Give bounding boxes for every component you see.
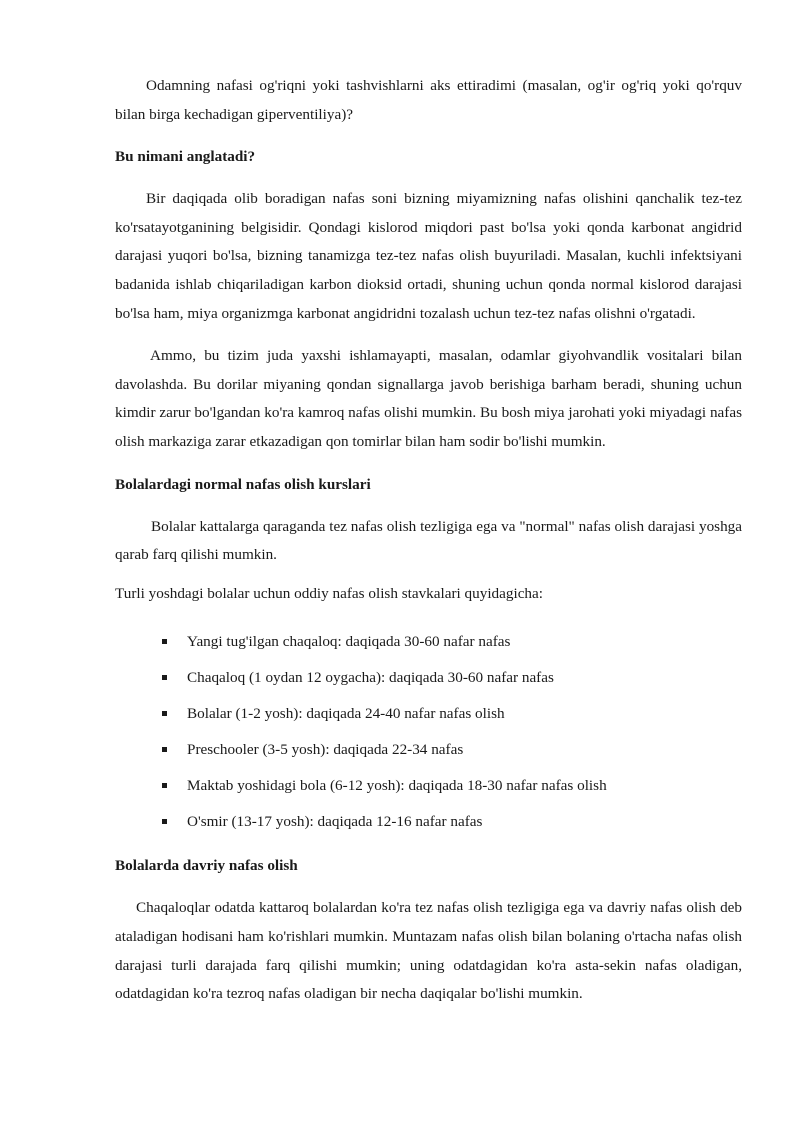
list-item — [115, 660, 742, 696]
breathing-rates-list — [115, 624, 742, 840]
square-bullet-icon — [162, 747, 167, 752]
square-bullet-icon — [162, 711, 167, 716]
list-item-text: Chaqaloq (1 oydan 12 oygacha): daqiqada 30-60 nafar nafas — [187, 669, 554, 687]
square-bullet-icon — [162, 675, 167, 680]
list-item-text: Yangi tug'ilgan chaqaloq: daqiqada 30-60 nafar nafas — [187, 633, 511, 651]
square-bullet-icon — [162, 783, 167, 788]
list-item — [115, 624, 742, 660]
periodic-paragraph: Chaqaloqlar odatda kattaroq bolalardan ko'ra tez nafas olish tezligiga ega va davriy nafas olish deb ataladigan hodisani ham ko'rishlari mumkin. Muntazam nafas olish bilan bolaning o'rtacha nafas olish darajasi turli darajada farq qilishi mumkin; uning odatdagidan ko'ra asta-sekin nafas oladigan, odatdagidan ko'ra tezroq nafas oladigan bir necha daqiqalar bo'lishi mumkin. — [115, 899, 742, 1003]
list-item-text: Preschooler (3-5 yosh): daqiqada 22-34 nafas — [187, 741, 464, 759]
list-item — [115, 804, 742, 840]
list-item-text: Maktab yoshidagi bola (6-12 yosh): daqiqada 18-30 nafar nafas olish — [187, 777, 607, 795]
list-item-text: Bolalar (1-2 yosh): daqiqada 24-40 nafar nafas olish — [187, 705, 505, 723]
square-bullet-icon — [162, 819, 167, 824]
list-item — [115, 768, 742, 804]
square-bullet-icon — [162, 639, 167, 644]
children-paragraph-1: Bolalar kattalarga qaraganda tez nafas olish tezligiga ega va "normal" nafas olish darajasi yoshga qarab farq qilishi mumkin. — [115, 517, 742, 564]
periodic-heading: Bolalarda davriy nafas olish — [115, 857, 298, 875]
children-paragraph-2: Turli yoshdagi bolalar uchun oddiy nafas olish stavkalari quyidagicha: — [115, 584, 543, 602]
meaning-paragraph-1: Bir daqiqada olib boradigan nafas soni bizning miyamizning nafas olishini qanchalik tez-tez ko'rsatayotganining belgisidir. Qondagi kislorod miqdori past bo'lsa yoki qonda karbonat angidrid darajasi yuqori bo'lsa, bizning tanamizga tez-tez nafas olish buyuriladi. Masalan, kuchli infektsiyani badanida ishlab chiqariladigan karbon dioksid ortadi, shuning uchun qonda normal kislorod darajasi bo'lsa ham, miya organizmga karbonat angidridni tozalash uchun tez-tez nafas olishni o'rgatadi. — [115, 190, 742, 322]
children-heading: Bolalardagi normal nafas olish kurslari — [115, 475, 371, 493]
list-item — [115, 696, 742, 732]
meaning-heading: Bu nimani anglatadi? — [115, 148, 256, 166]
list-item — [115, 732, 742, 768]
document-page — [115, 72, 742, 1009]
list-item-text: O'smir (13-17 yosh): daqiqada 12-16 nafar nafas — [187, 813, 483, 831]
meaning-paragraph-2: Ammo, bu tizim juda yaxshi ishlamayapti, masalan, odamlar giyohvandlik vositalari bilan davolashda. Bu dorilar miyaning qondan signallarga javob berishiga barham beradi, shuning uchun kimdir zarur bo'lgandan ko'ra kamroq nafas olishi mumkin. Bu bosh miya jarohati yoki miyadagi nafas olish markaziga zarar etkazadigan qon tomirlar bilan ham sodir bo'lishi mumkin. — [115, 347, 742, 450]
intro-paragraph: Odamning nafasi og'riqni yoki tashvishlarni aks ettiradimi (masalan, og'ir og'riq yoki qo'rquv bilan birga kechadigan giperventiliya)? — [115, 77, 742, 123]
